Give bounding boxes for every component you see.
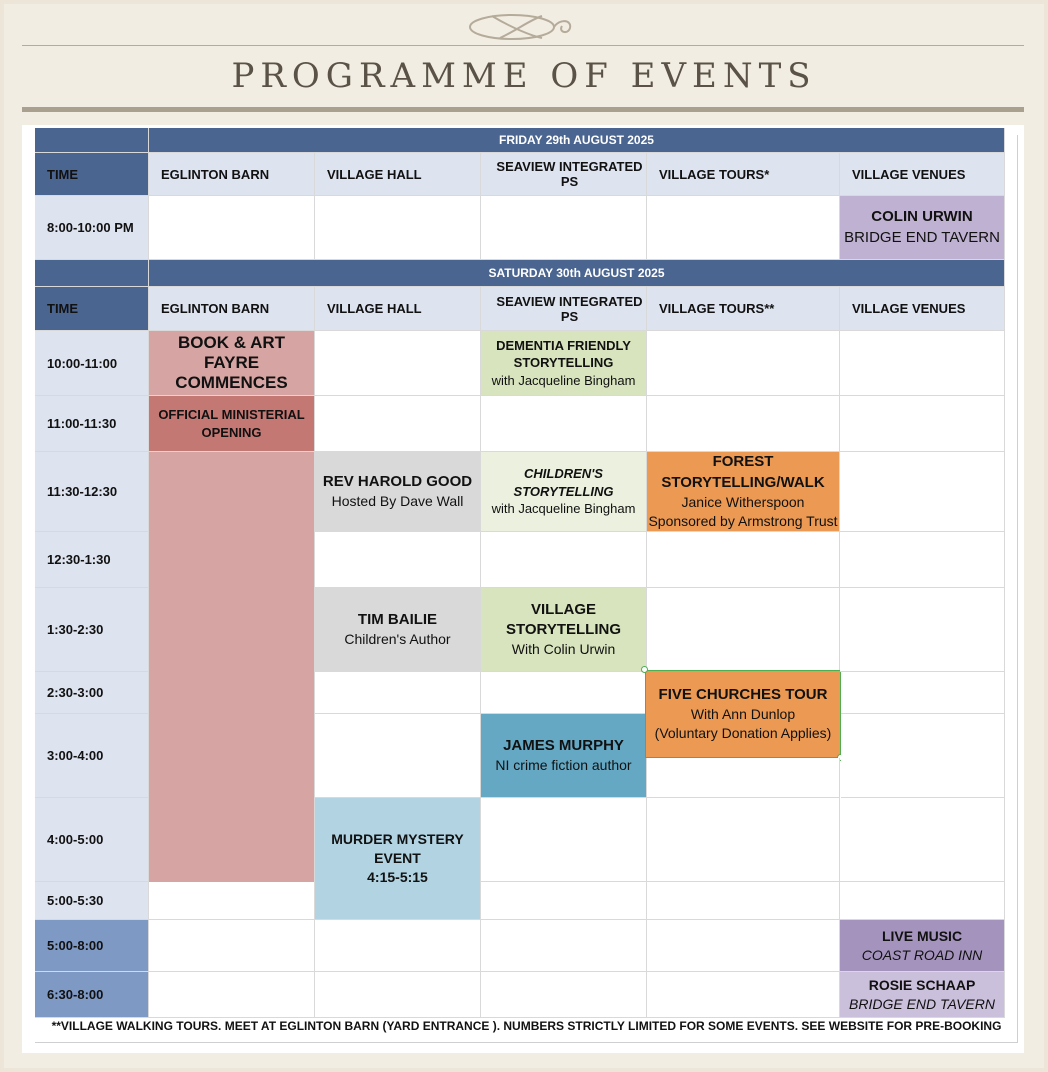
empty-cell [315, 396, 481, 452]
saturday-time-header: TIME [35, 287, 149, 331]
event-title: VILLAGE STORYTELLING [505, 600, 621, 639]
empty-cell [149, 196, 315, 260]
friday-time-header: TIME [35, 153, 149, 196]
empty-cell [481, 798, 647, 882]
event-murder-mystery[interactable] [315, 798, 481, 920]
event-subtitle: Janice Witherspoon [681, 493, 805, 510]
event-subtitle: NI crime fiction author [495, 757, 632, 774]
empty-cell [647, 588, 840, 672]
empty-cell [647, 972, 840, 1018]
slot-11-1130: 11:00-11:30 [35, 396, 149, 452]
empty-cell [647, 196, 840, 260]
friday-venue-eglinton-barn: EGLINTON BARN [149, 153, 315, 196]
event-five-churches-tour[interactable] [645, 670, 841, 758]
saturday-corner [35, 260, 149, 287]
empty-cell [481, 196, 647, 260]
event-title: FOREST STORYTELLING/WALK [661, 453, 825, 491]
event-title-line: CHILDREN'S [524, 466, 603, 482]
empty-cell [647, 331, 840, 396]
empty-cell [647, 920, 840, 972]
event-book-art-fayre[interactable] [149, 331, 315, 396]
event-title: REV HAROLD GOOD [322, 472, 473, 490]
slot-130-230: 1:30-2:30 [35, 588, 149, 672]
empty-cell [840, 588, 1005, 672]
event-title: LIVE MUSIC [881, 927, 963, 944]
saturday-venue-village-tours: VILLAGE TOURS** [647, 287, 840, 331]
event-james-murphy[interactable] [481, 714, 647, 798]
slot-300-400: 3:00-4:00 [35, 714, 149, 798]
slot-400-500: 4:00-5:00 [35, 798, 149, 882]
event-note: (Voluntary Donation Applies) [654, 725, 832, 742]
empty-cell [841, 714, 1005, 798]
empty-cell [840, 798, 1005, 882]
slot-630-800: 6:30-8:00 [35, 972, 149, 1018]
empty-cell [481, 532, 647, 588]
saturday-date-header: SATURDAY 30th AUGUST 2025 [149, 260, 1005, 287]
empty-cell [315, 672, 481, 714]
event-title: TIM BAILIE [357, 610, 438, 628]
friday-venue-village-hall: VILLAGE HALL [315, 153, 481, 196]
empty-cell [481, 672, 647, 714]
empty-cell [481, 920, 647, 972]
event-official-opening[interactable] [149, 396, 315, 452]
empty-cell [647, 882, 840, 920]
event-title: FIVE CHURCHES TOUR [658, 685, 828, 703]
empty-cell [841, 672, 1005, 714]
event-title: JAMES MURPHY [503, 736, 624, 754]
empty-cell [149, 882, 315, 920]
flourish-ornament-icon [462, 8, 582, 46]
title-rule-bottom [22, 107, 1024, 112]
event-title-line: OPENING [201, 424, 262, 440]
event-title-line: OFFICIAL MINISTERIAL [158, 406, 305, 422]
event-village-storytelling[interactable] [481, 588, 647, 672]
event-colin-urwin[interactable] [840, 196, 1005, 260]
empty-cell [315, 532, 481, 588]
event-title: ROSIE SCHAAP [868, 976, 976, 993]
friday-venue-seaview: SEAVIEW INTEGRATED PS [481, 153, 647, 196]
event-venue: BRIDGE END TAVERN [844, 228, 1000, 246]
saturday-venue-seaview: SEAVIEW INTEGRATED PS [481, 287, 647, 331]
empty-cell [840, 882, 1005, 920]
empty-cell [647, 396, 840, 452]
event-title-line: COMMENCES [175, 373, 288, 392]
empty-cell [840, 331, 1005, 396]
event-title-line: BOOK & ART FAYRE [177, 333, 286, 372]
empty-cell [315, 972, 481, 1018]
event-dementia-storytelling[interactable] [481, 331, 647, 396]
event-sponsor: Sponsored by Armstrong Trust [648, 512, 838, 529]
empty-cell [315, 196, 481, 260]
empty-cell [315, 714, 481, 798]
event-title-line: DEMENTIA FRIENDLY [496, 337, 631, 353]
empty-cell [840, 532, 1005, 588]
friday-venue-village-venues: VILLAGE VENUES [840, 153, 1005, 196]
event-live-music[interactable] [840, 920, 1005, 972]
event-rosie-schaap[interactable] [840, 972, 1005, 1018]
empty-cell [647, 532, 840, 588]
event-venue: COAST ROAD INN [861, 946, 983, 963]
event-subtitle: with Jacqueline Bingham [491, 501, 636, 517]
empty-cell [149, 920, 315, 972]
resize-handle-top-left[interactable] [641, 666, 648, 673]
empty-cell [149, 972, 315, 1018]
empty-cell [481, 396, 647, 452]
event-title-line: MURDER MYSTERY [331, 831, 464, 848]
event-time: 4:15-5:15 [367, 868, 428, 885]
slot-500-530: 5:00-5:30 [35, 882, 149, 920]
saturday-venue-eglinton-barn: EGLINTON BARN [149, 287, 315, 331]
sheet-border-right [1017, 135, 1018, 1043]
event-childrens-storytelling[interactable] [481, 452, 647, 532]
fayre-continues-block [149, 452, 315, 882]
event-subtitle: Children's Author [344, 631, 451, 648]
slot-1130-1230: 11:30-12:30 [35, 452, 149, 532]
event-title: COLIN URWIN [871, 208, 973, 226]
slot-1230-130: 12:30-1:30 [35, 532, 149, 588]
event-subtitle: With Ann Dunlop [690, 706, 796, 723]
empty-cell [315, 920, 481, 972]
empty-cell [315, 331, 481, 396]
empty-cell [840, 396, 1005, 452]
empty-cell [840, 452, 1005, 532]
event-venue: BRIDGE END TAVERN [849, 995, 995, 1012]
empty-cell [481, 882, 647, 920]
saturday-venue-village-hall: VILLAGE HALL [315, 287, 481, 331]
event-subtitle: With Colin Urwin [511, 641, 616, 658]
empty-cell [647, 758, 840, 798]
slot-500-800: 5:00-8:00 [35, 920, 149, 972]
friday-date-header: FRIDAY 29th AUGUST 2025 [149, 128, 1005, 153]
event-forest-storytelling[interactable] [647, 452, 840, 532]
page-title: PROGRAMME OF EVENTS [231, 56, 817, 96]
event-title-line: EVENT [374, 850, 421, 867]
event-subtitle: Hosted By Dave Wall [331, 493, 464, 510]
title-rule-top [22, 45, 1024, 46]
friday-venue-village-tours: VILLAGE TOURS* [647, 153, 840, 196]
empty-cell [481, 972, 647, 1018]
event-subtitle: with Jacqueline Bingham [491, 372, 636, 388]
event-tim-bailie[interactable] [315, 588, 481, 672]
friday-corner [35, 128, 149, 153]
slot-10-11: 10:00-11:00 [35, 331, 149, 396]
event-rev-harold-good[interactable] [315, 452, 481, 532]
footer-note: **VILLAGE WALKING TOURS. MEET AT EGLINTON BARN (YARD ENTRANCE ). NUMBERS STRICTLY LIMITED FOR SOME EVENTS. SEE WEBSITE FOR PRE-BOOKING [51, 1019, 1002, 1033]
sheet-border-bottom [35, 1042, 1018, 1043]
friday-slot-8pm: 8:00-10:00 PM [35, 196, 149, 260]
slot-230-300: 2:30-3:00 [35, 672, 149, 714]
event-title-line: STORYTELLING [513, 483, 614, 499]
saturday-venue-village-venues: VILLAGE VENUES [840, 287, 1005, 331]
empty-cell [647, 798, 840, 882]
event-title-line: STORYTELLING [513, 355, 614, 371]
